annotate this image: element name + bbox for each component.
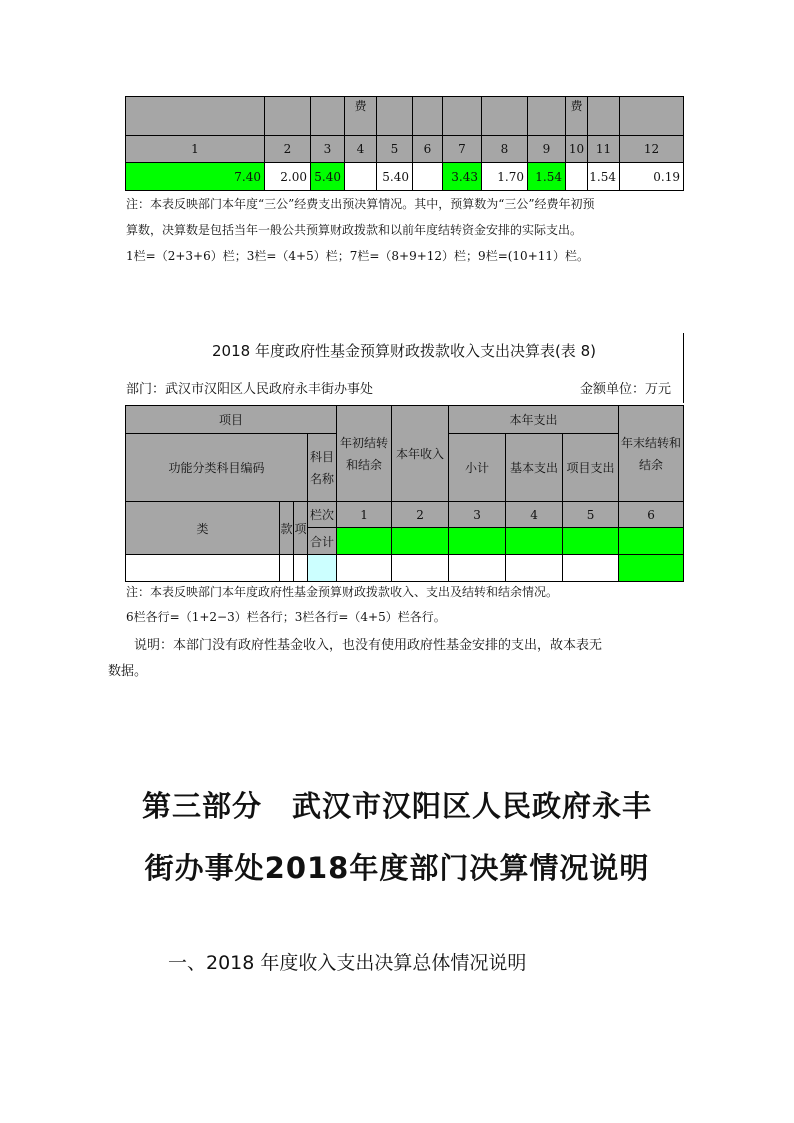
t8-head-lanci: 栏次 [308,502,337,528]
t7-head-fee: 费 [566,97,588,136]
t7-head-cell [620,97,684,136]
t8-head-income: 本年收入 [392,406,449,502]
t8-data-cell [563,555,619,582]
t7-value: 0.19 [620,163,684,191]
t8-head-func-code: 功能分类科目编码 [126,434,308,502]
t8-total-cell [506,528,563,555]
t7-colnum: 12 [620,136,684,163]
t8-head-lei: 类 [126,502,280,555]
t8-note-1: 注：本表反映部门本年度政府性基金预算财政拨款收入、支出及结转和结余情况。 [126,585,559,599]
t8-head-subject-name: 科目名称 [308,434,337,502]
t8-data-cell [392,555,449,582]
t8-head-project: 项目支出 [563,434,619,502]
table7 [125,96,684,191]
t7-value: 1.54 [588,163,620,191]
t8-head-item: 项目 [126,406,337,434]
t7-head-cell [588,97,620,136]
t8-data-cell [280,555,294,582]
t8-note-2: 6栏各行=（1+2−3）栏各行；3栏各行=（4+5）栏各行。 [126,610,446,624]
t7-colnum: 7 [443,136,482,163]
t7-head-cell [311,97,345,136]
t8-data-cell [337,555,392,582]
t7-head-cell [443,97,482,136]
t8-head-basic: 基本支出 [506,434,563,502]
t7-head-cell [126,97,265,136]
part3-title-line1: 第三部分 武汉市汉阳区人民政府永丰 [141,789,652,823]
t7-colnum: 6 [413,136,443,163]
t7-colnum: 1 [126,136,265,163]
t8-head-start-balance: 年初结转和结余 [337,406,392,502]
t7-head-cell [482,97,528,136]
t8-data-cell [449,555,506,582]
t8-total-cell [619,528,684,555]
t7-colnum: 2 [265,136,311,163]
t8-data-cell [619,555,684,582]
t8-explanation-line1: 说明：本部门没有政府性基金收入，也没有使用政府性基金安排的支出，故本表无 [134,638,603,653]
part3-title-line2: 街办事处2018年度部门决算情况说明 [144,851,650,885]
t8-data-cell [294,555,308,582]
t8-data-cell [308,555,337,582]
t7-head-cell [377,97,413,136]
t7-value [413,163,443,191]
t8-total-cell [337,528,392,555]
t7-note-2: 算数，决算数是包括当年一般公共预算财政拨款和以前年度结转资金安排的实际支出。 [126,223,583,237]
t8-data-cell [506,555,563,582]
t8-head-kuan: 款 [280,502,294,555]
t7-value [566,163,588,191]
t8-explanation-line2: 数据。 [108,664,148,679]
t8-colnum: 3 [449,502,506,528]
t8-title: 2018 年度政府性基金预算财政拨款收入支出决算表(表 8) [212,342,596,360]
t8-head-expense: 本年支出 [449,406,619,434]
t7-head-cell [265,97,311,136]
t7-colnum: 8 [482,136,528,163]
t8-total-cell [392,528,449,555]
t8-total-cell [449,528,506,555]
t8-total-cell [563,528,619,555]
part3-section1-heading: 一、2018 年度收入支出决算总体情况说明 [168,952,527,974]
t7-head-fee: 费 [345,97,377,136]
t8-data-cell [126,555,280,582]
t7-colnum: 10 [566,136,588,163]
t7-head-cell [413,97,443,136]
t7-value: 1.70 [482,163,528,191]
t7-value: 5.40 [377,163,413,191]
t7-colnum: 4 [345,136,377,163]
t7-note-3: 1栏=（2+3+6）栏；3栏=（4+5）栏；7栏=（8+9+12）栏；9栏=(10+11）栏。 [126,249,590,263]
t8-colnum: 2 [392,502,449,528]
t7-value [345,163,377,191]
t7-colnum: 3 [311,136,345,163]
t7-colnum: 11 [588,136,620,163]
t8-total-label: 合计 [308,528,337,555]
table8 [125,405,684,582]
t7-value: 2.00 [265,163,311,191]
t7-note-1: 注：本表反映部门本年度“三公”经费支出预决算情况。其中，预算数为“三公”经费年初预 [126,197,595,211]
t8-head-xiang: 项 [294,502,308,555]
t8-colnum: 4 [506,502,563,528]
t8-right-border [683,333,684,403]
t7-value: 1.54 [528,163,566,191]
t7-head-cell [528,97,566,136]
t7-colnum: 9 [528,136,566,163]
t8-colnum: 5 [563,502,619,528]
t8-colnum: 6 [619,502,684,528]
t8-head-subtotal: 小计 [449,434,506,502]
t7-value: 3.43 [443,163,482,191]
t8-head-end-balance: 年末结转和结余 [619,406,684,502]
t7-colnum: 5 [377,136,413,163]
t8-unit: 金额单位：万元 [580,382,672,397]
t8-colnum: 1 [337,502,392,528]
t7-value: 5.40 [311,163,345,191]
t7-value: 7.40 [126,163,265,191]
t8-department: 部门：武汉市汉阳区人民政府永丰街办事处 [126,382,374,397]
